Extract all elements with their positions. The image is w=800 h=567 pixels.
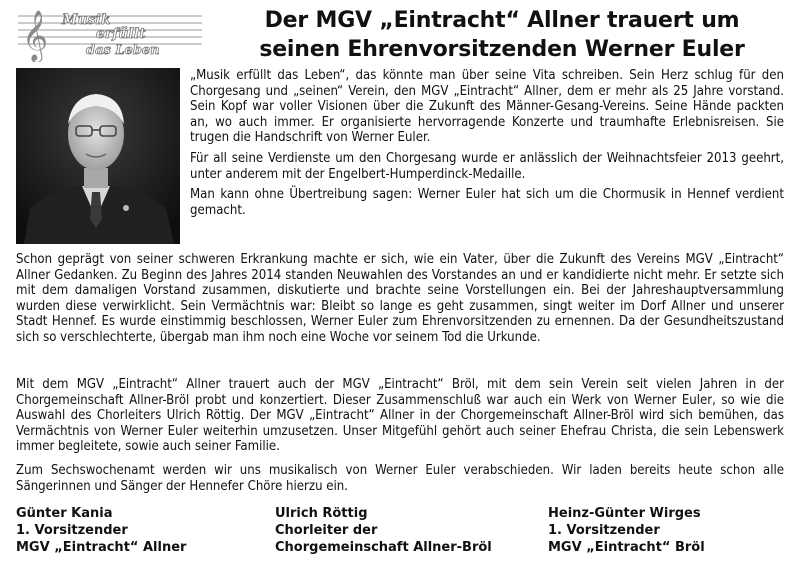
signature-name: Ulrich Röttig <box>275 506 368 521</box>
signature-roettig <box>275 505 492 556</box>
paragraph-memorial: Zum Sechswochenamt werden wir uns musikalisch von Werner Euler verabschieden. Wir laden bereits heute schon alle Sängerinnen und Sänger der Hennefer Chöre hierzu ein. <box>16 463 784 494</box>
paragraph-legacy: Schon geprägt von seiner schweren Erkrankung machte er sich, wie ein Vater, über die Zukunft des Vereins MGV „Eintracht“ Allner Gedanken. Zu Beginn des Jahres 2014 standen Neuwahlen des Vorstandes an und er kandidierte nicht mehr. Er setzte sich mit dem damaligen Vorstand zusammen, diskutierte und brachte seine Vorstellungen ein. Bei der Jahreshauptversammlung wurden diese verwirklicht. Sein Vermächtnis war: Bleibt so lange es geht zusammen, singt weiter im Dorf Allner und unserer Stadt Hennef. Es wurde einstimmig beschlossen, Werner Euler zum Ehrenvorsitzenden zu ernennen. Da der Gesundheitszustand sich so verschlechterte, übergab man ihm noch eine Woche vor seinem Tod die Urkunde. <box>16 252 784 345</box>
signature-name: Heinz-Günter Wirges <box>548 506 701 521</box>
intro-column <box>190 68 784 218</box>
signature-org: Chorgemeinschaft Allner-Bröl <box>275 540 492 555</box>
signature-org: MGV „Eintracht“ Allner <box>16 540 187 555</box>
portrait-photo <box>16 68 180 244</box>
paragraph-intro: „Musik erfüllt das Leben“, das könnte man über seine Vita schreiben. Sein Herz schlug für den Chorgesang und „seinen“ Verein, den MGV „Eintracht“ Allner, dem er mehr als 25 Jahre vorstand. Sein Kopf war voller Visionen über die Zukunft des Männer-Gesang-Vereins. Seine Hände packten an, wo auch immer. Er organisierte hervorragende Konzerte und traumhafte Erlebnisreisen. Sie trugen die Handschrift von Werner Euler. <box>190 68 784 146</box>
signature-role: 1. Vorsitzender <box>16 523 128 538</box>
logo-text-2: erfüllt <box>96 26 146 42</box>
headline <box>212 6 792 64</box>
signature-org: MGV „Eintracht“ Bröl <box>548 540 705 555</box>
signature-role: Chorleiter der <box>275 523 378 538</box>
headline-line-2: seinen Ehrenvorsitzenden Werner Euler <box>259 37 745 62</box>
logo-text-3: das Leben <box>86 43 160 58</box>
signature-name: Günter Kania <box>16 506 113 521</box>
logo-text-1: Musik <box>62 12 111 28</box>
paragraph-honors: Für all seine Verdienste um den Chorgesang wurde er anlässlich der Weihnachtsfeier 2013 geehrt, unter anderem mit der Engelbert-Humperdinck-Medaille. <box>190 150 784 182</box>
headline-line-1: Der MGV „Eintracht“ Allner trauert um <box>264 8 740 33</box>
paragraph-choir-community: Mit dem MGV „Eintracht“ Allner trauert auch der MGV „Eintracht“ Bröl, mit dem sein Verein seit vielen Jahren in der Chorgemeinschaft Allner-Bröl probt und konzertiert. Dieser Zusammenschluß war auch ein Werk von Werner Euler, so wie die Auswahl des Chorleiters Ulrich Röttig. Der MGV „Eintracht“ Allner in der Chorgemeinschaft Allner-Bröl wird sich bemühen, das Vermächtnis von Werner Euler weiterhin umzusetzen. Unser Mitgefühl gehört auch seiner Ehefrau Christa, die sein Lebenswerk immer begleitete, sowie auch seiner Familie. <box>16 377 784 455</box>
signature-wirges <box>548 505 705 556</box>
signature-kania <box>16 505 186 556</box>
paragraph-merit: Man kann ohne Übertreibung sagen: Werner Euler hat sich um die Chormusik in Hennef verdient gemacht. <box>190 187 784 218</box>
svg-text:𝄞: 𝄞 <box>22 10 49 61</box>
music-logo <box>16 4 204 62</box>
signature-role: 1. Vorsitzender <box>548 523 660 538</box>
